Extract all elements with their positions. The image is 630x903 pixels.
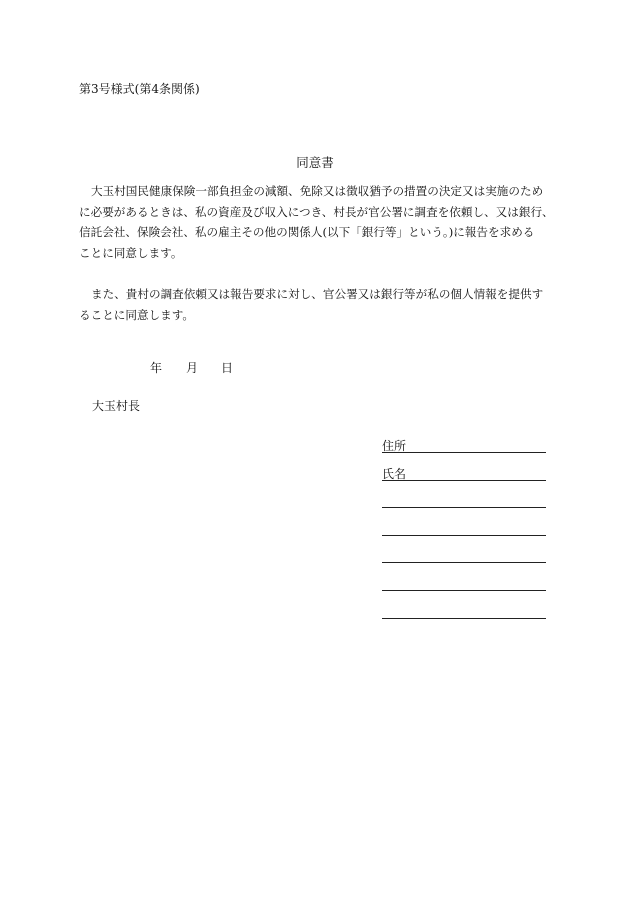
blank-field-line-2[interactable] bbox=[382, 535, 546, 536]
blank-field-line-4[interactable] bbox=[382, 590, 546, 591]
paragraph-line: に必要があるときは、私の資産及び収入につき、村長が官公署に調査を依頼し、又は銀行、 bbox=[79, 204, 554, 219]
blank-field-line-3[interactable] bbox=[382, 562, 546, 563]
addressee: 大玉村長 bbox=[92, 399, 141, 413]
date-month-label: 月 bbox=[186, 361, 199, 375]
blank-field-line-5[interactable] bbox=[382, 618, 546, 619]
form-number: 第3号様式(第4条関係) bbox=[79, 82, 200, 96]
name-field-line[interactable] bbox=[382, 480, 546, 481]
date-year-label: 年 bbox=[150, 361, 163, 375]
address-label: 住所 bbox=[382, 439, 407, 453]
address-field-line[interactable] bbox=[382, 452, 546, 453]
consent-paragraph-2 bbox=[79, 284, 549, 325]
paragraph-line: ることに同意します。 bbox=[79, 307, 195, 322]
paragraph-line: 大玉村国民健康保険一部負担金の減額、免除又は徴収猶予の措置の決定又は実施のため bbox=[91, 184, 544, 198]
paragraph-line: ことに同意します。 bbox=[79, 245, 183, 260]
paragraph-line: また、貴村の調査依頼又は報告要求に対し、官公署又は銀行等が私の個人情報を提供す bbox=[91, 287, 544, 301]
paragraph-line: 信託会社、保険会社、私の雇主その他の関係人(以下「銀行等」という。)に報告を求める bbox=[79, 225, 535, 239]
name-label: 氏名 bbox=[382, 467, 407, 481]
document-title: 同意書 bbox=[296, 155, 334, 170]
blank-field-line-1[interactable] bbox=[382, 507, 546, 508]
consent-paragraph-1 bbox=[79, 181, 554, 263]
date-day-label: 日 bbox=[221, 361, 234, 375]
